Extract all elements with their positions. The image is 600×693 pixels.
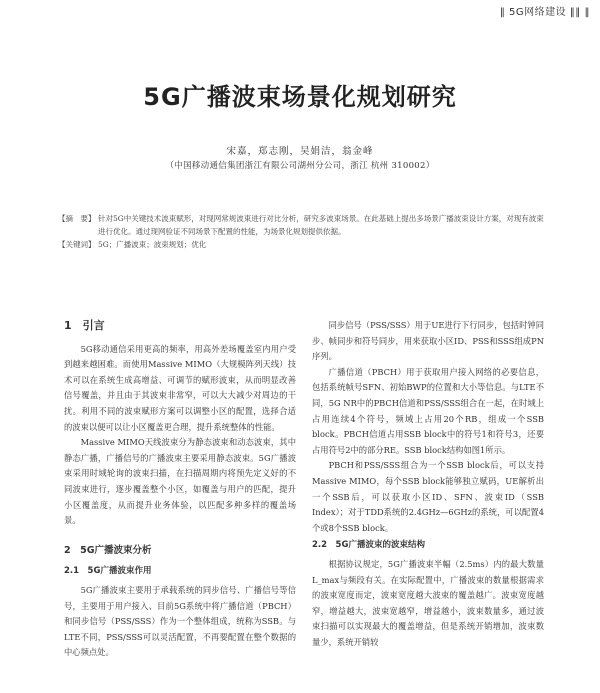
page-title: 5G广播波束场景化规划研究 [143,83,457,111]
abstract-text: 针对5G中关键技术波束赋形，对现网常规波束进行对比分析，研究多波束场景。在此基础上提出多场景广播波束设计方案，对现有波束进行优化。通过现网验证不同场景下配置的性能，为场景化规划提供依据。 [98,214,544,236]
left-column [64,318,296,661]
paragraph: 广播信道（PBCH）用于获取用户接入网络的必要信息，包括系统帧号SFN、初始BWP的位置和大小等信息。与LTE不同，5G NR中的PBCH信道和PSS/SSS组合在一起，在时域上占用连续4个符号，频域上占用20个RB，组成一个SSB block。PBCH信道占用SSB block中的符号1和符号3，还要占用符号2中的部分RE。SSB block结构如图1所示。 [312,366,544,455]
abstract-block [58,212,548,251]
paragraph: 5G移动通信采用更高的频率，用高外差场覆盖室内用户受到越来越困难。而使用Massive MIMO（大规模阵列天线）技术可以在系统生成高增益、可调节的赋形波束，从而明显改善信号覆盖，并且由于其波束非常窄，可以大大减少对周边的干扰。利用不同的波束赋形方案可以调整小区的配置，选择合适的波束以便可以让小区覆盖更合理，提升系统整体的性能。 [64,343,296,432]
section-heading-introduction: 1 引言 [64,319,105,332]
keywords-row [58,238,548,251]
affiliation: （中国移动通信集团浙江有限公司湖州分公司，浙江 杭州 310002） [165,161,435,171]
subsection-heading-role: 2.1 5G广播波束作用 [64,566,152,577]
paragraph: Massive MIMO天线波束分为静态波束和动态波束，其中静态广播，广播信号的广播波束主要采用静态波束。5G广播波束采用时域轮询的波束扫描，在扫描周期内将预先定义好的不同波束进行，逐步覆盖整个小区，如覆盖与用户的匹配，提升小区覆盖度，从而提升业务体验，以匹配多种多样的覆盖场景。 [64,437,296,526]
paragraph: PBCH和PSS/SSS组合为一个SSB block后，可以支持Massive MIMO，每个SSB block能够独立赋码，UE解析出一个SSB后，可以获取小区ID、SFN、波束ID（SSB Index）；对于TDD系统的2.4GHz—6GHz的系统，可以配置4个或8个SSB block。 [312,460,544,533]
section-heading-analysis: 2 5G广播波束分析 [64,544,152,556]
keywords-text: 5G；广播波束；波束规划；优化 [98,240,207,249]
abstract-row [58,212,548,238]
subsection-heading-structure: 2.2 5G广播波束的波束结构 [312,540,425,551]
paragraph: 5G广播波束主要用于承载系统的同步信号、广播信号等信号，主要用于用户接入、目前5G系统中将广播信道（PBCH）和同步信号（PSS/SSS）作为一个整体组成，统称为SSB。与LTE不同，PSS/SSS可以灵活配置，不再要配置在整个数据的中心频点处。 [64,584,296,658]
abstract-label: 【摘 要】 [58,214,96,223]
right-column [312,318,544,650]
journal-section-mark: ‖ 5G网络建设 ‖‖ ‖ [499,7,590,18]
keywords-label: 【关键词】 [58,240,96,249]
paragraph: 同步信号（PSS/SSS）用于UE进行下行同步，包括时钟同步、帧同步和符号同步，用来获取小区ID、PSS和SSS组成PN序列。 [312,320,544,362]
paragraph: 根据协议规定，5G广播波束半幅（2.5ms）内的最大数量L_max与频段有关。在实际配置中，广播波束的数量根据需求的波束宽度而定，波束宽度越大波束的覆盖越广。波束宽度越窄，增益越大，波束宽越窄，增益越小，波束数量多，通过波束扫描可以实现最大的覆盖增益，但是系统开销增加，波束数量少，系统开销较 [312,558,544,647]
authors: 宋嘉，郑志刚，吴娟洁，翁金峰 [226,146,374,157]
